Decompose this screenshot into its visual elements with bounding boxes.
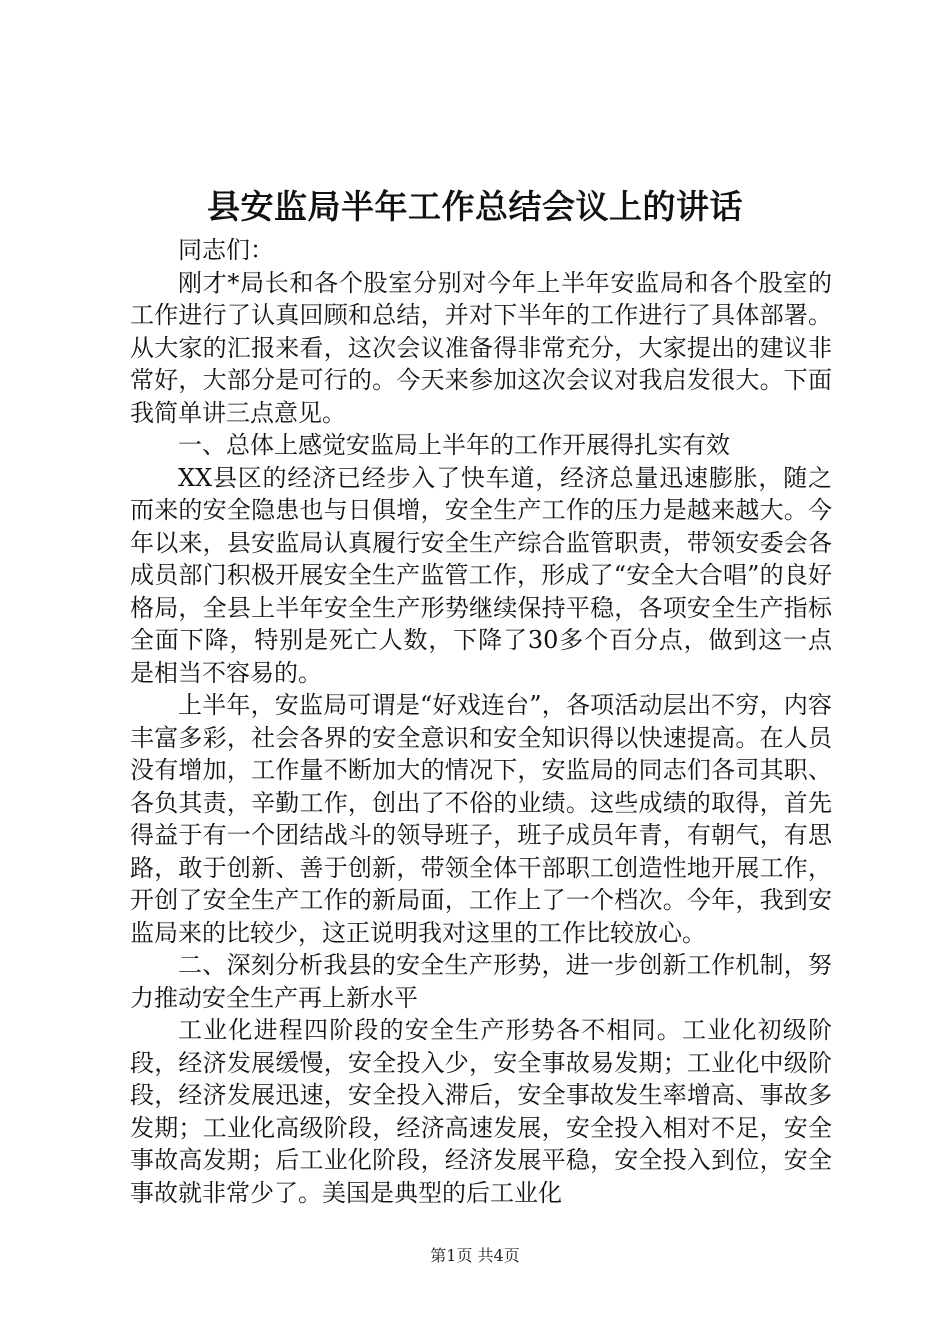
body-paragraph: 上半年，安监局可谓是“好戏连台”，各项活动层出不穷，内容丰富多彩，社会各界的安全意识和安全知识得以快速提高。在人员没有增加，工作量不断加大的情况下，安监局的同志们各司其职、各负其责，辛勤工作，创出了不俗的业绩。这些成绩的取得，首先得益于有一个团结战斗的领导班子，班子成员年青，有朝气，有思路，敢于创新、善于创新，带领全体干部职工创造性地开展工作，开创了安全生产工作的新局面，工作上了一个档次。今年，我到安监局来的比较少，这正说明我对这里的工作比较放心。: [130, 691, 832, 947]
section-heading-2: 二、深刻分析我县的安全生产形势，进一步创新工作机制，努力推动安全生产再上新水平: [130, 951, 832, 1012]
page-number-footer: 第1页 共4页: [430, 1246, 520, 1265]
body-paragraph: XX县区的经济已经步入了快车道，经济总量迅速膨胀，随之而来的安全隐患也与日俱增，安全生产工作的压力是越来越大。今年以来，县安监局认真履行安全生产综合监管职责，带领安委会各成员部门积极开展安全生产监管工作，形成了“安全大合唱”的良好格局，全县上半年安全生产形势继续保持平稳，各项安全生产指标全面下降，特别是死亡人数，下降了30多个百分点，做到这一点是相当不容易的。: [130, 463, 832, 687]
document-body: [130, 234, 832, 1209]
salutation-paragraph: 同志们：: [178, 236, 274, 264]
intro-paragraph: 刚才*局长和各个股室分别对今年上半年安监局和各个股室的工作进行了认真回顾和总结，并对下半年的工作进行了具体部署。从大家的汇报来看，这次会议准备得非常充分，大家提出的建议非常好，大部分是可行的。今天来参加这次会议对我启发很大。下面我简单讲三点意见。: [130, 268, 832, 427]
document-title: 县安监局半年工作总结会议上的讲话: [207, 187, 743, 226]
body-paragraph: 工业化进程四阶段的安全生产形势各不相同。工业化初级阶段，经济发展缓慢，安全投入少，安全事故易发期；工业化中级阶段，经济发展迅速，安全投入滞后，安全事故发生率增高、事故多发期；工业化高级阶段，经济高速发展，安全投入相对不足，安全事故高发期；后工业化阶段，经济发展平稳，安全投入到位，安全事故就非常少了。美国是典型的后工业化: [130, 1016, 832, 1207]
section-heading-1: 一、总体上感觉安监局上半年的工作开展得扎实有效: [178, 431, 730, 459]
